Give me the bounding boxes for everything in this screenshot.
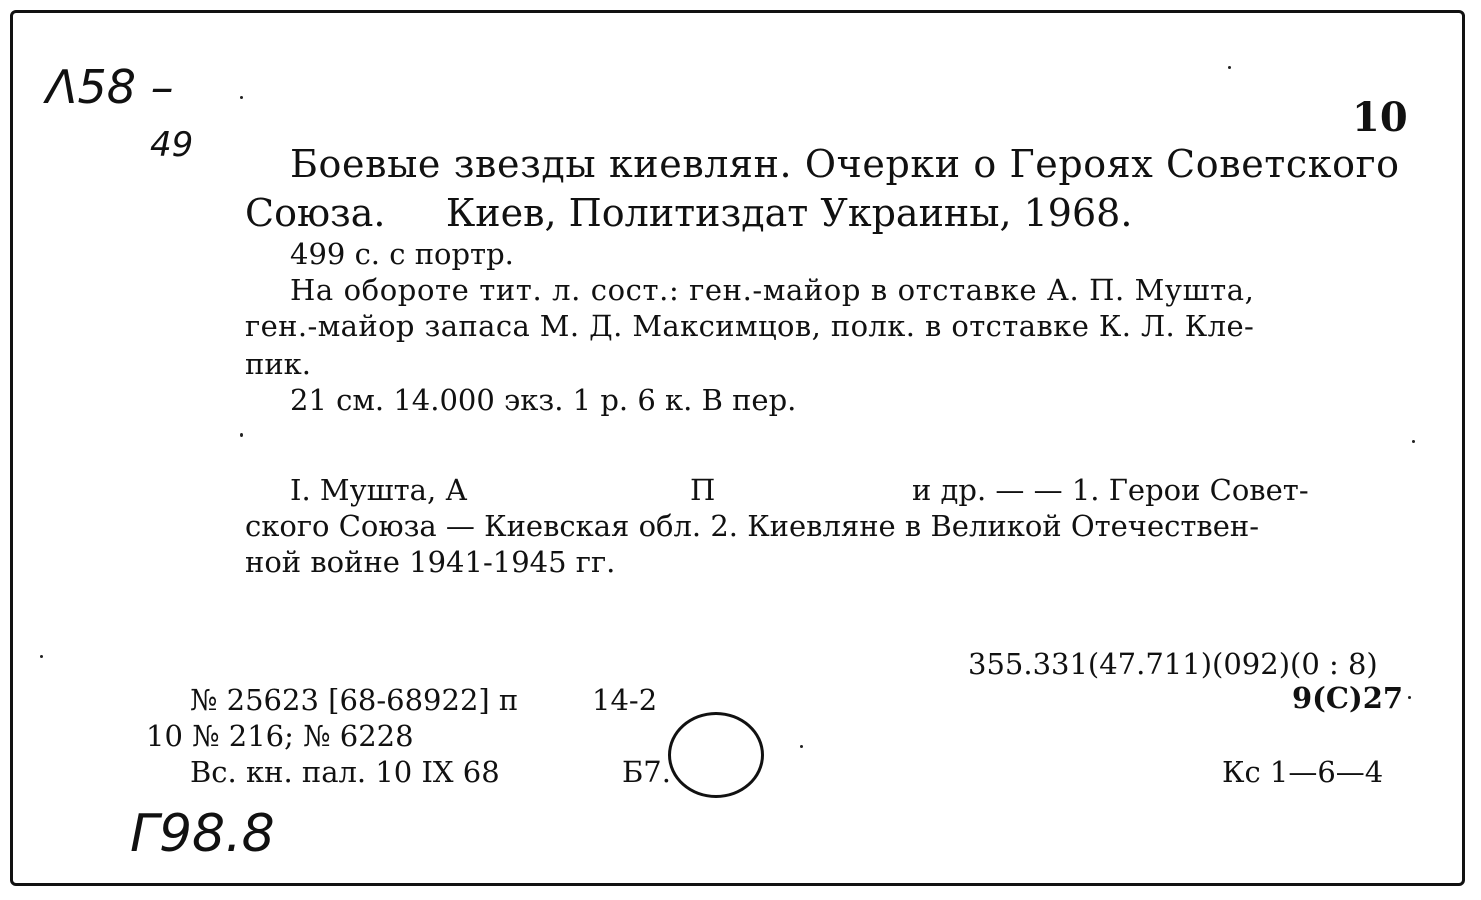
circle-stamp-icon bbox=[668, 712, 764, 798]
udc-code: 355.331(47.711)(092)(0 : 8) bbox=[968, 647, 1378, 681]
price-code: Кс 1—6—4 bbox=[1222, 755, 1384, 789]
card-number: 10 bbox=[1352, 94, 1408, 141]
speck bbox=[800, 745, 803, 748]
tracing-author: I. Мушта, А bbox=[290, 473, 468, 507]
note-line-2: ген.-майор запаса М. Д. Максимцов, полк. в отставке К. Л. Кле- bbox=[245, 309, 1255, 343]
speck bbox=[240, 433, 243, 437]
speck bbox=[40, 655, 43, 658]
handwritten-shelf-mark: Λ58 – bbox=[46, 60, 174, 114]
registration-number: № 25623 [68-68922] п bbox=[190, 683, 519, 717]
handwritten-shelf-submark: 49 bbox=[150, 125, 194, 165]
tracing-subjects-line-2: ского Союза — Киевская обл. 2. Киевляне в Великой Отечествен- bbox=[245, 509, 1260, 543]
handwritten-bottom-code: Г98.8 bbox=[130, 804, 275, 864]
title-line-1: Боевые звезды киевлян. Очерки о Героях Советского bbox=[290, 142, 1400, 186]
registration-chamber-date: Вс. кн. пал. 10 IX 68 bbox=[190, 755, 500, 789]
speck bbox=[240, 96, 243, 99]
speck bbox=[1412, 440, 1415, 443]
physical-description: 21 см. 14.000 экз. 1 р. 6 к. В пер. bbox=[290, 383, 797, 417]
bbk-code: 9(С)27 bbox=[1292, 681, 1404, 715]
tracing-initial: П bbox=[690, 473, 716, 507]
pages-line: 499 с. с портр. bbox=[290, 237, 514, 271]
title-line-2: Союза. Киев, Политиздат Украины, 1968. bbox=[245, 191, 1133, 235]
speck bbox=[1228, 66, 1231, 69]
tracing-subjects-line-3: ной войне 1941-1945 гг. bbox=[245, 545, 616, 579]
tracing-subjects-line-1: и др. — — 1. Герои Совет- bbox=[912, 473, 1309, 507]
note-line-1: На обороте тит. л. сост.: ген.-майор в отставке А. П. Мушта, bbox=[290, 273, 1255, 307]
note-line-3: пик. bbox=[245, 347, 312, 381]
speck bbox=[1408, 696, 1411, 699]
registration-b-code: Б7. bbox=[622, 755, 671, 789]
registration-code: 14-2 bbox=[592, 683, 658, 717]
registration-numbers-line: 10 № 216; № 6228 bbox=[146, 719, 414, 753]
